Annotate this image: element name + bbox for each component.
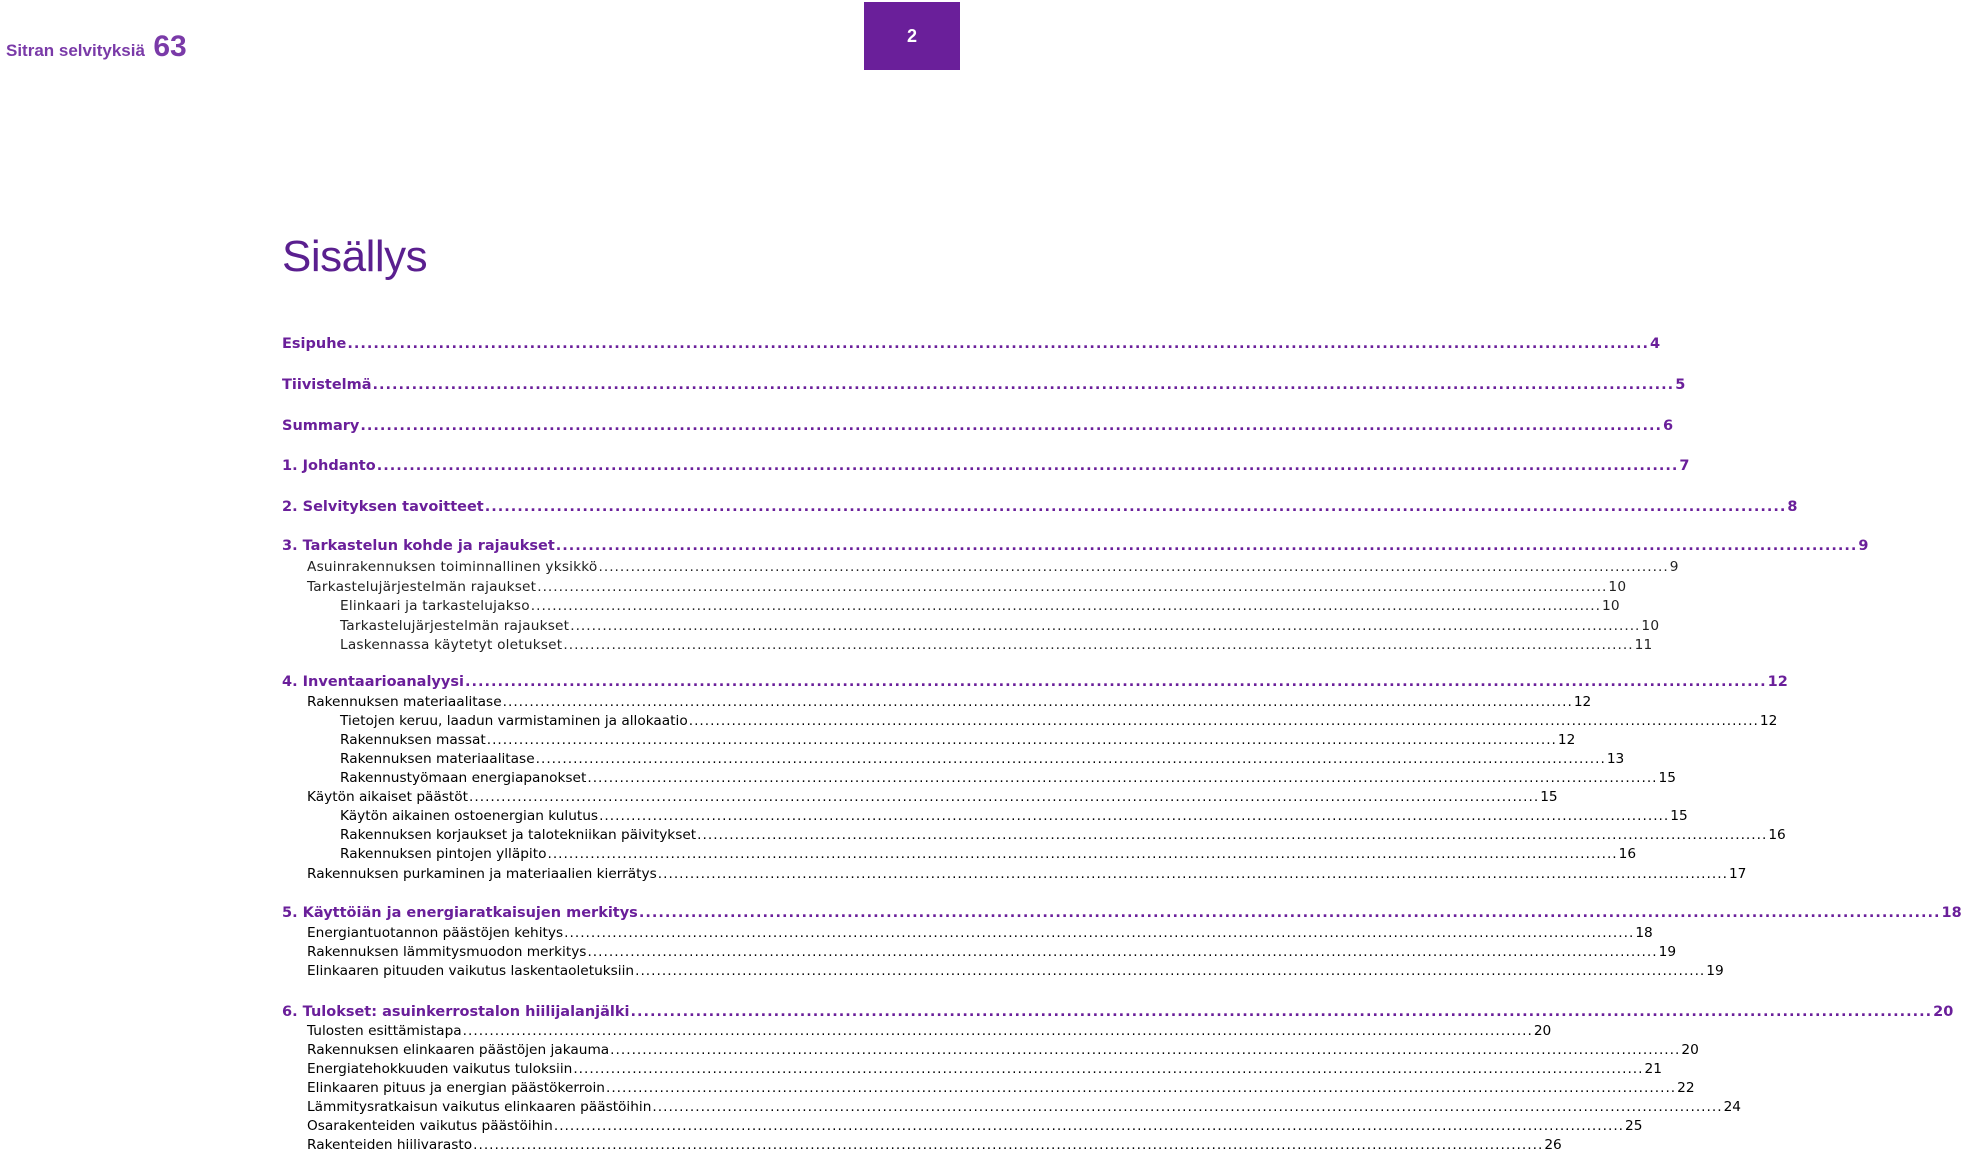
toc-entry[interactable] xyxy=(340,807,1688,826)
toc-dot-leader: ........................................................................................................................................................................................................ xyxy=(555,538,1858,554)
toc-entry-title: Lämmitysratkaisun vaikutus elinkaaren päästöihin xyxy=(307,1099,652,1115)
toc-entry-page: 6 xyxy=(1663,418,1674,434)
toc-entry[interactable] xyxy=(307,558,1679,577)
toc-entry[interactable] xyxy=(340,731,1576,750)
toc-entry[interactable] xyxy=(340,597,1620,616)
toc-entry-title: Rakennuksen materiaalitase xyxy=(340,751,535,767)
toc-entry[interactable] xyxy=(282,335,1661,354)
toc-entry-page: 10 xyxy=(1641,618,1660,634)
toc-entry[interactable] xyxy=(340,712,1778,731)
toc-entry-page: 20 xyxy=(1681,1042,1699,1058)
toc-dot-leader: ........................................................................................................................................................................................................ xyxy=(635,963,1706,979)
toc-entry-title: Tarkastelujärjestelmän rajaukset xyxy=(307,579,537,595)
toc-dot-leader: ........................................................................................................................................................................................................ xyxy=(598,559,1669,575)
toc-entry-page: 15 xyxy=(1540,789,1558,805)
toc-dot-leader: ........................................................................................................................................................................................................ xyxy=(638,905,1941,921)
toc-dot-leader: ........................................................................................................................................................................................................ xyxy=(484,499,1787,515)
toc-entry-page: 7 xyxy=(1679,458,1690,474)
toc-entry-title: Tulosten esittämistapa xyxy=(307,1023,462,1039)
toc-entry-title: Rakennustyömaan energiapanokset xyxy=(340,770,587,786)
toc-entry-page: 15 xyxy=(1670,808,1688,824)
toc-dot-leader: ........................................................................................................................................................................................................ xyxy=(376,458,1679,474)
toc-entry-page: 5 xyxy=(1675,377,1686,393)
toc-entry[interactable] xyxy=(282,537,1869,556)
toc-entry-title: Tietojen keruu, laadun varmistaminen ja allokaatio xyxy=(340,713,688,729)
toc-entry-title: 4. Inventaarioanalyysi xyxy=(282,674,464,690)
toc-dot-leader: ........................................................................................................................................................................................................ xyxy=(605,1080,1677,1096)
toc-entry-title: Rakennuksen lämmitysmuodon merkitys xyxy=(307,944,587,960)
toc-entry-title: Rakennuksen elinkaaren päästöjen jakauma xyxy=(307,1042,610,1058)
toc-entry-page: 9 xyxy=(1669,559,1679,575)
toc-entry-page: 18 xyxy=(1635,925,1653,941)
toc-entry[interactable] xyxy=(307,1022,1552,1041)
toc-entry[interactable] xyxy=(307,1098,1742,1117)
toc-entry[interactable] xyxy=(282,673,1788,692)
toc-entry[interactable] xyxy=(307,1041,1699,1060)
toc-entry-page: 12 xyxy=(1767,674,1788,690)
toc-dot-leader: ........................................................................................................................................................................................................ xyxy=(630,1004,1933,1020)
toc-entry-page: 11 xyxy=(1634,637,1653,653)
toc-entry[interactable] xyxy=(307,924,1653,943)
toc-entry-page: 21 xyxy=(1644,1061,1662,1077)
toc-entry[interactable] xyxy=(282,457,1690,476)
toc-entry-title: Rakennuksen pintojen ylläpito xyxy=(340,846,547,862)
toc-dot-leader: ........................................................................................................................................................................................................ xyxy=(599,808,1670,824)
toc-entry[interactable] xyxy=(282,498,1798,517)
toc-dot-leader: ........................................................................................................................................................................................................ xyxy=(473,1137,1544,1153)
toc-entry[interactable] xyxy=(307,578,1627,597)
toc-dot-leader: ........................................................................................................................................................................................................ xyxy=(564,925,1635,941)
toc-entry-page: 16 xyxy=(1768,827,1786,843)
toc-entry-title: Osarakenteiden vaikutus päästöihin xyxy=(307,1118,553,1134)
toc-dot-leader: ........................................................................................................................................................................................................ xyxy=(573,1061,1644,1077)
toc-entry-page: 10 xyxy=(1601,598,1620,614)
toc-entry[interactable] xyxy=(340,826,1786,845)
toc-entry[interactable] xyxy=(307,1117,1643,1136)
toc-dot-leader: ........................................................................................................................................................................................................ xyxy=(535,751,1606,767)
toc-entry-title: 6. Tulokset: asuinkerrostalon hiilijalanjälki xyxy=(282,1004,630,1020)
toc-dot-leader: ........................................................................................................................................................................................................ xyxy=(462,1023,1533,1039)
toc-entry[interactable] xyxy=(340,845,1637,864)
toc-entry[interactable] xyxy=(307,943,1677,962)
toc-dot-leader: ........................................................................................................................................................................................................ xyxy=(486,732,1557,748)
toc-dot-leader: ........................................................................................................................................................................................................ xyxy=(570,618,1641,634)
toc-entry-page: 12 xyxy=(1557,732,1576,748)
toc-entry[interactable] xyxy=(340,636,1653,655)
toc-entry-page: 16 xyxy=(1618,846,1637,862)
toc-dot-leader: ........................................................................................................................................................................................................ xyxy=(530,598,1601,614)
toc-entry-page: 13 xyxy=(1606,751,1625,767)
toc-dot-leader: ........................................................................................................................................................................................................ xyxy=(469,789,1540,805)
toc-entry-page: 26 xyxy=(1544,1137,1562,1153)
toc-entry-page: 17 xyxy=(1728,866,1747,882)
toc-entry[interactable] xyxy=(340,617,1660,636)
toc-entry-title: Käytön aikaiset päästöt xyxy=(307,789,469,805)
toc-entry-title: Rakenteiden hiilivarasto xyxy=(307,1137,473,1153)
toc-entry-title: Esipuhe xyxy=(282,336,347,352)
series-number: 63 xyxy=(153,30,187,63)
toc-dot-leader: ........................................................................................................................................................................................................ xyxy=(587,944,1658,960)
toc-entry-page: 20 xyxy=(1933,1004,1954,1020)
toc-entry-title: Rakennuksen korjaukset ja talotekniikan päivitykset xyxy=(340,827,697,843)
toc-entry[interactable] xyxy=(282,376,1686,395)
series-label: Sitran selvityksiä xyxy=(6,41,145,60)
toc-dot-leader: ........................................................................................................................................................................................................ xyxy=(537,579,1608,595)
toc-entry-title: Elinkaaren pituuden vaikutus laskentaoletuksiin xyxy=(307,963,635,979)
toc-entry-title: Rakennuksen materiaalitase xyxy=(307,694,502,710)
toc-dot-leader: ........................................................................................................................................................................................................ xyxy=(372,377,1675,393)
toc-dot-leader: ........................................................................................................................................................................................................ xyxy=(502,694,1573,710)
toc-entry[interactable] xyxy=(307,865,1747,884)
toc-dot-leader: ........................................................................................................................................................................................................ xyxy=(610,1042,1681,1058)
toc-entry-page: 9 xyxy=(1858,538,1869,554)
toc-entry-page: 10 xyxy=(1608,579,1627,595)
toc-entry[interactable] xyxy=(340,750,1625,769)
toc-entry-title: Laskennassa käytetyt oletukset xyxy=(340,637,563,653)
toc-entry-title: Elinkaaren pituus ja energian päästökerroin xyxy=(307,1080,605,1096)
page-number: 2 xyxy=(906,25,917,46)
toc-entry-page: 19 xyxy=(1706,963,1724,979)
toc-entry-title: Käytön aikainen ostoenergian kulutus xyxy=(340,808,599,824)
toc-dot-leader: ........................................................................................................................................................................................................ xyxy=(553,1118,1625,1134)
toc-dot-leader: ........................................................................................................................................................................................................ xyxy=(652,1099,1723,1115)
toc-entry-title: Elinkaari ja tarkastelujakso xyxy=(340,598,530,614)
toc-entry-title: Asuinrakennuksen toiminnallinen yksikkö xyxy=(307,559,598,575)
toc-dot-leader: ........................................................................................................................................................................................................ xyxy=(697,827,1768,843)
toc-entry-page: 24 xyxy=(1723,1099,1742,1115)
toc-entry[interactable] xyxy=(282,1003,1954,1022)
toc-entry-title: Energiatehokkuuden vaikutus tuloksiin xyxy=(307,1061,573,1077)
toc-entry-page: 15 xyxy=(1658,770,1676,786)
toc-entry[interactable] xyxy=(307,962,1724,981)
toc-entry-page: 25 xyxy=(1625,1118,1643,1134)
toc-dot-leader: ........................................................................................................................................................................................................ xyxy=(547,846,1618,862)
toc-entry-title: Tarkastelujärjestelmän rajaukset xyxy=(340,618,570,634)
toc-dot-leader: ........................................................................................................................................................................................................ xyxy=(563,637,1634,653)
toc-entry-title: Energiantuotannon päästöjen kehitys xyxy=(307,925,564,941)
toc-entry-page: 12 xyxy=(1759,713,1778,729)
toc-entry-title: Rakennuksen massat xyxy=(340,732,486,748)
toc-entry-title: 1. Johdanto xyxy=(282,458,376,474)
toc-dot-leader: ........................................................................................................................................................................................................ xyxy=(688,713,1759,729)
toc-entry[interactable] xyxy=(307,1079,1695,1098)
toc-entry[interactable] xyxy=(282,904,1962,923)
toc-entry-title: 5. Käyttöiän ja energiaratkaisujen merkitys xyxy=(282,905,638,921)
toc-dot-leader: ........................................................................................................................................................................................................ xyxy=(657,866,1728,882)
toc-dot-leader: ........................................................................................................................................................................................................ xyxy=(347,336,1650,352)
toc-entry-page: 19 xyxy=(1658,944,1677,960)
toc-dot-leader: ........................................................................................................................................................................................................ xyxy=(360,418,1663,434)
toc-entry[interactable] xyxy=(307,788,1558,807)
toc-entry-title: 2. Selvityksen tavoitteet xyxy=(282,499,484,515)
toc-dot-leader: ........................................................................................................................................................................................................ xyxy=(587,770,1658,786)
toc-entry[interactable] xyxy=(307,693,1592,712)
toc-entry-page: 22 xyxy=(1677,1080,1695,1096)
toc-entry-title: Rakennuksen purkaminen ja materiaalien kierrätys xyxy=(307,866,657,882)
toc-entry-page: 4 xyxy=(1650,336,1661,352)
toc-entry[interactable] xyxy=(340,769,1676,788)
toc-entry-title: Summary xyxy=(282,418,360,434)
toc-entry-page: 18 xyxy=(1941,905,1962,921)
toc-entry-title: 3. Tarkastelun kohde ja rajaukset xyxy=(282,538,555,554)
toc-entry[interactable] xyxy=(307,1136,1562,1155)
toc-entry-title: Tiivistelmä xyxy=(282,377,372,393)
toc-entry-page: 12 xyxy=(1573,694,1592,710)
page-title: Sisällys xyxy=(282,232,428,281)
toc-entry[interactable] xyxy=(307,1060,1662,1079)
toc-dot-leader: ........................................................................................................................................................................................................ xyxy=(464,674,1767,690)
toc-entry[interactable] xyxy=(282,417,1674,436)
toc-entry-page: 20 xyxy=(1533,1023,1552,1039)
toc-entry-page: 8 xyxy=(1787,499,1798,515)
